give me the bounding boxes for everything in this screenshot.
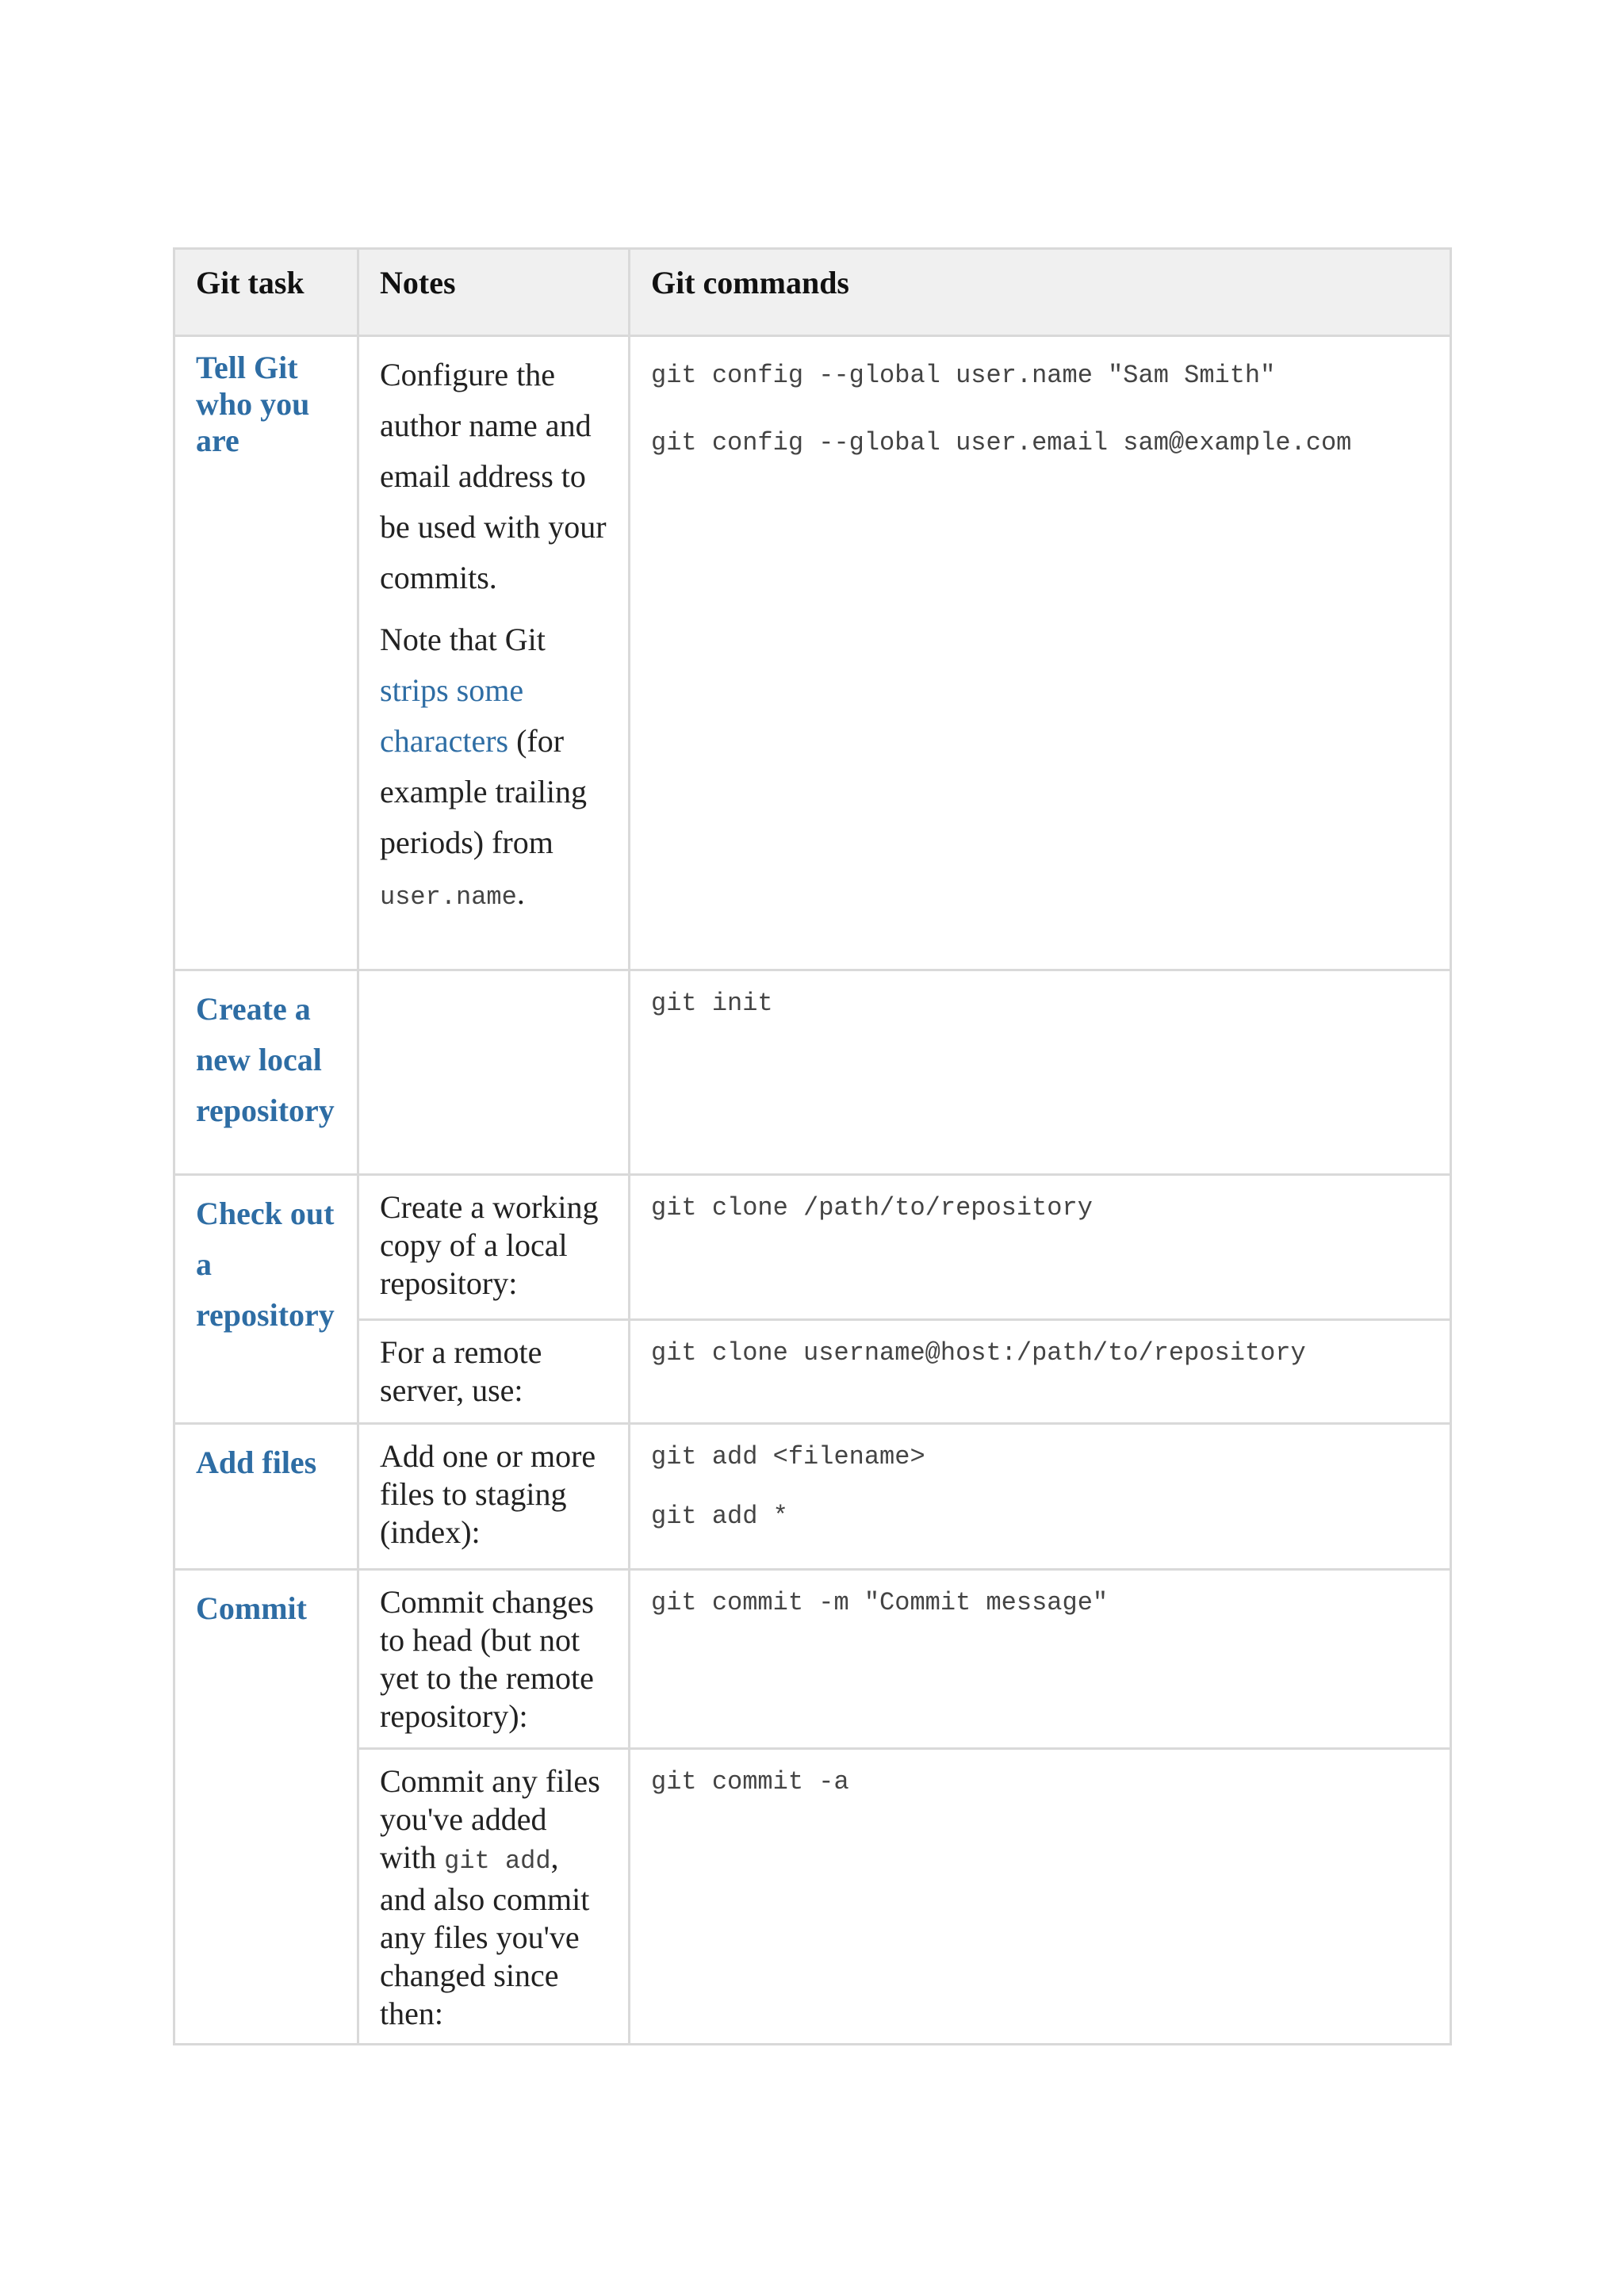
table-row xyxy=(174,1570,1451,1749)
notes-cell xyxy=(358,1570,630,1749)
task-commit[interactable]: Commit xyxy=(174,1570,358,2045)
commands-cell xyxy=(630,1570,1451,1749)
command-line: git config --global user.name "Sam Smith" xyxy=(651,361,1276,390)
notes-cell xyxy=(358,336,630,970)
table-row xyxy=(174,1320,1451,1424)
note-text: Note that Git xyxy=(380,622,546,657)
note-paragraph: Commit changes to head (but not yet to the remote repository): xyxy=(380,1584,594,1734)
notes-cell xyxy=(358,970,630,1175)
commands-cell xyxy=(630,1320,1451,1424)
note-paragraph: Add one or more files to staging (index): xyxy=(380,1438,596,1550)
note-text: . xyxy=(516,875,525,911)
table-row xyxy=(174,336,1451,970)
note-paragraph xyxy=(380,1762,607,2033)
note-text: , and also commit any files you've changed since then: xyxy=(380,1839,590,2031)
inline-code: user.name xyxy=(380,882,517,912)
commands-cell xyxy=(630,970,1451,1175)
header-git-commands: Git commands xyxy=(630,249,1451,336)
note-paragraph xyxy=(380,614,607,923)
commands-cell xyxy=(630,1424,1451,1570)
table-row xyxy=(174,970,1451,1175)
task-add-files[interactable]: Add files xyxy=(174,1424,358,1570)
notes-cell xyxy=(358,1424,630,1570)
strips-some-characters-link[interactable]: strips some characters xyxy=(380,672,524,759)
git-commands-table xyxy=(173,247,1452,2045)
task-tell-git-who-you-are[interactable]: Tell Git who you are xyxy=(174,336,358,970)
table-row xyxy=(174,1424,1451,1570)
command-line: git clone username@host:/path/to/repository xyxy=(651,1338,1306,1368)
inline-code: git add xyxy=(444,1846,551,1876)
command-line: git config --global user.email sam@example.com xyxy=(651,428,1352,457)
command-line: git add <filename> xyxy=(651,1442,925,1471)
command-line: git commit -a xyxy=(651,1767,849,1797)
table-row xyxy=(174,1175,1451,1320)
command-line: git commit -m "Commit message" xyxy=(651,1588,1109,1617)
header-git-task: Git task xyxy=(174,249,358,336)
notes-cell xyxy=(358,1749,630,2045)
commands-cell xyxy=(630,336,1451,970)
note-text: (for example trailing periods) from xyxy=(380,723,588,860)
table-row xyxy=(174,1749,1451,2045)
table-header-row xyxy=(174,249,1451,336)
command-line: git init xyxy=(651,989,773,1018)
command-line: git clone /path/to/repository xyxy=(651,1193,1093,1223)
note-paragraph: For a remote server, use: xyxy=(380,1334,542,1408)
commands-cell xyxy=(630,1749,1451,2045)
note-paragraph: Create a working copy of a local repository: xyxy=(380,1189,599,1301)
notes-cell xyxy=(358,1320,630,1424)
task-create-new-local-repository[interactable]: Create a new local repository xyxy=(174,970,358,1175)
commands-cell xyxy=(630,1175,1451,1320)
git-cheatsheet xyxy=(173,247,1450,2045)
note-paragraph: Configure the author name and email address to be used with your commits. xyxy=(380,357,607,595)
task-check-out-a-repository[interactable]: Check out a repository xyxy=(174,1175,358,1424)
command-line: git add * xyxy=(651,1502,788,1531)
note-text: Commit any files you've added with xyxy=(380,1763,600,1875)
header-notes: Notes xyxy=(358,249,630,336)
notes-cell xyxy=(358,1175,630,1320)
